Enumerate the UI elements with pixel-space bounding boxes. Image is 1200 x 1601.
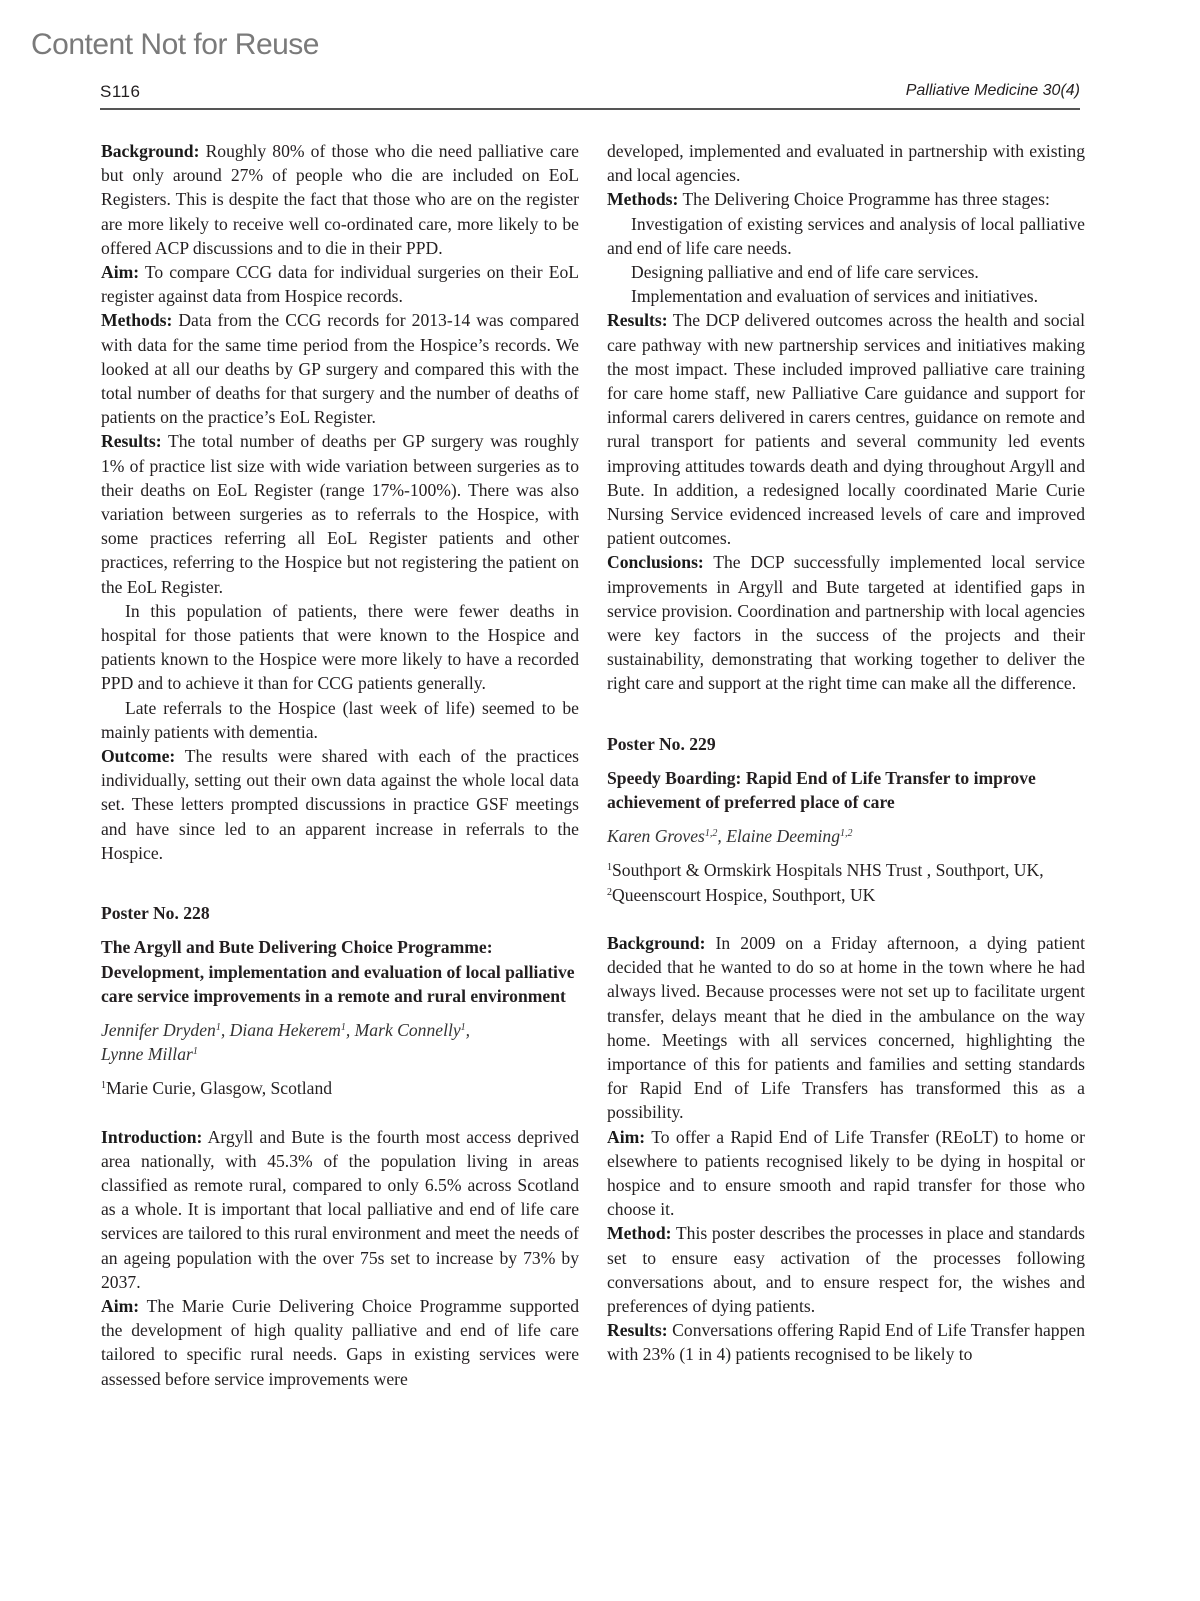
conclusions-paragraph <box>607 550 1085 695</box>
author: Karen Groves$^{1,2}$, <box>607 826 727 847</box>
section-text: The total number of deaths per GP surgery was roughly 1% of practice list size with wide variation between surgeries as to their deaths on EoL Register (range 17%-100%). There was also variation between surgeries as to referrals to the Hospice, with some practices referring all EoL Register patients and other practices, referring to the Hospice but not registering the patient on the EoL Register. <box>101 431 579 597</box>
stage-item: Implementation and evaluation of services and initiatives. <box>631 286 1038 307</box>
results-paragraph <box>607 308 1085 550</box>
aim-paragraph <box>607 1125 1085 1222</box>
section-label: Methods: <box>607 189 679 210</box>
poster-title: Speedy Boarding: Rapid End of Life Transfer to improve achievement of preferred place of care <box>607 767 1036 813</box>
section-text: The DCP delivered outcomes across the health and social care pathway with new partnership services and initiatives making the most impact. These included improved palliative care training for care home staff, new Palliative Care guidance and support for informal carers delivered in carers centres, guidance on remote and rural transport for patients and several community led events improving attitudes towards death and dying throughout Argyll and Bute. In addition, a redesigned locally coordinated Marie Curie Nursing Service evidenced increased levels of care and improved patient outcomes. <box>607 310 1085 549</box>
section-label: Methods: <box>101 310 173 331</box>
author: Elaine Deeming$^{1,2}$ <box>726 826 853 847</box>
section-label: Background: <box>607 932 706 953</box>
methods-paragraph <box>607 187 1085 211</box>
section-text: The Delivering Choice Programme has three stages: <box>678 189 1050 210</box>
body-paragraph: In this population of patients, there were fewer deaths in hospital for those patients that were known to the Hospice and patients known to the Hospice were more likely to have a recorded PPD and to achieve it than for CCG patients generally. <box>101 600 579 694</box>
section-label: Results: <box>101 431 162 452</box>
affiliation: $^1$Southport & Ormskirk Hospitals NHS Trust , Southport, UK, $^2$Queenscourt Hospice, Southport, UK <box>607 860 1044 905</box>
section-label: Aim: <box>607 1126 646 1147</box>
section-text: Argyll and Bute is the fourth most access deprived area nationally, with 45.3% of the population living in areas classified as remote rural, compared to only 6.5% across Scotland as a whole. It is important that local palliative and end of life care services are tailored to this rural environment and meet the needs of an ageing population with the over 75s set to increase by 73% by 2037. <box>101 1126 579 1292</box>
author: Lynne Millar$^1$ <box>101 1044 198 1065</box>
section-text: To compare CCG data for individual surgeries on their EoL register against data from Hospice records. <box>101 262 579 307</box>
aim-paragraph <box>101 1294 579 1391</box>
section-label: Results: <box>607 1320 668 1341</box>
section-label: Background: <box>101 141 200 161</box>
section-text: Conversations offering Rapid End of Life Transfer happen with 23% (1 in 4) patients recognised to be likely to <box>607 1320 1085 1365</box>
stage-item: Investigation of existing services and analysis of local palliative and end of life care needs. <box>607 213 1085 258</box>
section-text: This poster describes the processes in place and standards set to ensure easy activation of the processes following conversations about, and to ensure respect for, the wishes and preferences of dying patients. <box>607 1223 1085 1316</box>
stage-item: Designing palliative and end of life care services. <box>631 262 979 283</box>
affiliation: $^1$Marie Curie, Glasgow, Scotland <box>101 1078 333 1099</box>
section-text: The DCP successfully implemented local service improvements in Argyll and Bute targeted at identified gaps in service provision. Coordination and partnership with local agencies were key factors in the success of the projects and their sustainability, demonstrating that working together to deliver the right care and support at the right time can make all the difference. <box>607 552 1085 694</box>
section-text: Data from the CCG records for 2013-14 was compared with data for the same time period from the Hospice’s records. We looked at all our deaths by GP surgery and compared this with the total number of deaths for that surgery and the number of deaths of patients on the practice’s EoL Register. <box>101 310 579 428</box>
outcome-paragraph <box>101 744 579 865</box>
method-paragraph <box>607 1221 1085 1318</box>
body-paragraph: Late referrals to the Hospice (last week of life) seemed to be mainly patients with dementia. <box>101 697 579 742</box>
author-list <box>101 1018 579 1066</box>
section-label: Aim: <box>101 262 140 283</box>
author: Mark Connelly$^1$, <box>354 1019 471 1040</box>
results-paragraph <box>607 1318 1085 1366</box>
section-label: Introduction: <box>101 1126 203 1147</box>
aim-paragraph <box>101 260 579 308</box>
aim-continuation: developed, implemented and evaluated in partnership with existing and local agencies. <box>607 141 1085 186</box>
watermark: Content Not for Reuse <box>31 28 319 61</box>
introduction-paragraph <box>101 1125 579 1294</box>
section-text: In 2009 on a Friday afternoon, a dying patient decided that he wanted to do so at home in the town where he had always lived. Because processes were not set up to facilitate urgent transfer, delays meant that he died in the ambulance on the way home. Meetings with all services concerned, highlighting the importance of this for patients and families and setting standards for Rapid End of Life Transfers has transformed this as a possibility. <box>607 932 1085 1123</box>
running-header <box>100 80 1080 110</box>
section-label: Outcome: <box>101 746 176 767</box>
poster-title: The Argyll and Bute Delivering Choice Programme: Development, implementation and evaluation of local palliative care service improvements in a remote and rural environment <box>101 937 575 1006</box>
section-label: Results: <box>607 310 668 331</box>
author: Diana Hekerem$^1$, <box>229 1019 355 1040</box>
page-number: S116 <box>100 82 141 101</box>
background-paragraph <box>607 931 1085 1125</box>
journal-title: Palliative Medicine 30(4) <box>905 82 1080 99</box>
section-label: Aim: <box>101 1295 140 1316</box>
background-paragraph <box>101 139 579 260</box>
right-column <box>607 139 1085 1367</box>
section-text: The results were shared with each of the practices individually, setting out their own data against the whole local data set. These letters prompted discussions in practice GSF meetings and have since led to an apparent increase in referrals to the Hospice. <box>101 746 579 863</box>
poster-number: Poster No. 228 <box>101 903 210 924</box>
section-label: Conclusions: <box>607 552 704 573</box>
section-text: Roughly 80% of those who die need palliative care but only around 27% of people who die are included on EoL Registers. This is despite the fact that those who are on the register are more likely to receive well co-ordinated care, more likely to be offered ACP discussions and to die in their PPD. <box>101 141 579 258</box>
section-text: The Marie Curie Delivering Choice Programme supported the development of high quality palliative and end of life care tailored to specific rural needs. Gaps in existing services were assessed before service improvements were <box>101 1295 579 1389</box>
poster-number: Poster No. 229 <box>607 733 716 754</box>
section-label: Method: <box>607 1223 672 1244</box>
results-paragraph <box>101 429 579 598</box>
left-column <box>101 139 579 1391</box>
author: Jennifer Dryden$^1$, <box>101 1019 230 1040</box>
author-list <box>607 824 1085 848</box>
section-text: To offer a Rapid End of Life Transfer (REoLT) to home or elsewhere to patients recognised likely to be dying in hospital or hospice and to ensure smooth and rapid transfer for those who choose it. <box>607 1126 1085 1220</box>
methods-paragraph <box>101 308 579 429</box>
